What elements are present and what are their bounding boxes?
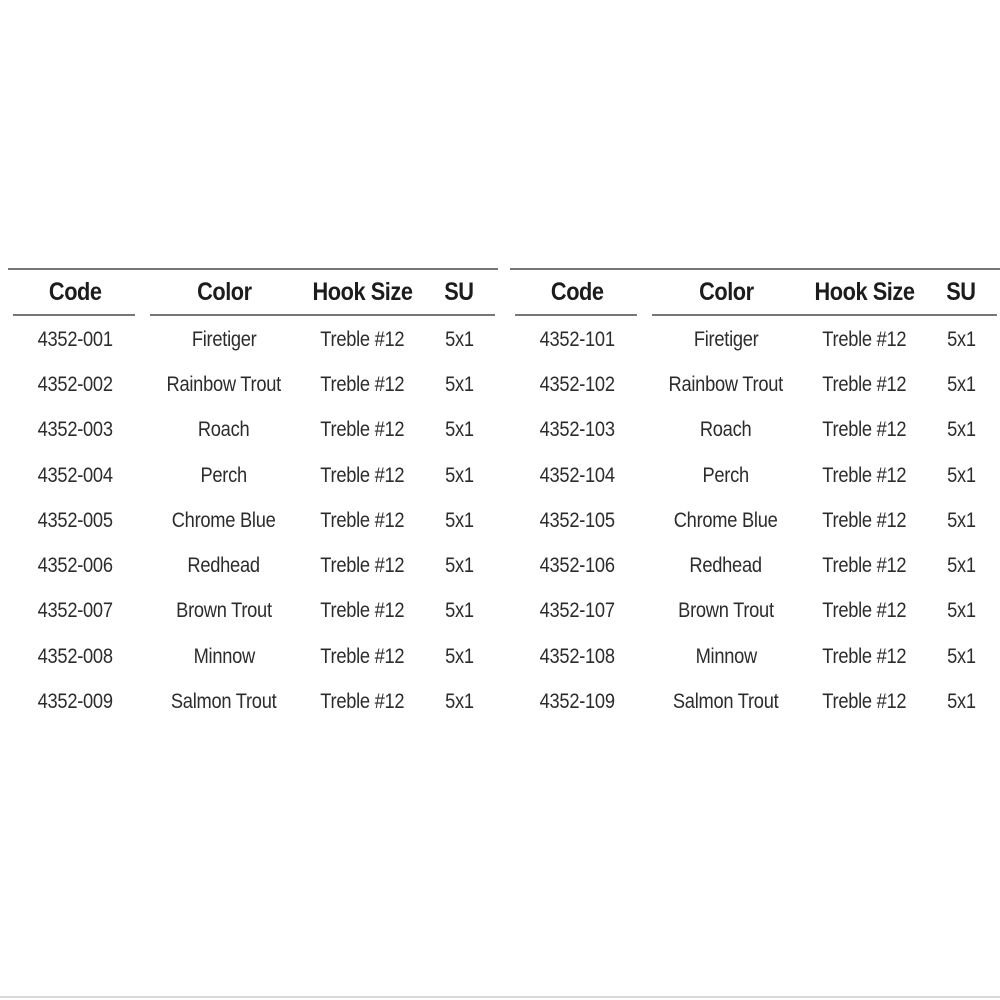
table-row xyxy=(8,543,498,588)
cell-code-text: 4352-003 xyxy=(37,418,114,442)
cell-code xyxy=(8,645,143,669)
cell-color xyxy=(143,373,305,397)
cell-hook-size xyxy=(305,645,420,669)
table-row xyxy=(8,362,498,407)
cell-hook-size-text: Treble #12 xyxy=(822,508,907,532)
cell-su-text: 5x1 xyxy=(946,327,976,351)
header-code-label: Code xyxy=(551,277,604,306)
cell-color-text: Perch xyxy=(702,463,750,487)
cell-su-text: 5x1 xyxy=(444,599,474,623)
cell-hook-size-text: Treble #12 xyxy=(320,418,405,442)
cell-hook-size xyxy=(807,645,922,669)
cell-su xyxy=(922,418,1000,442)
cell-color xyxy=(143,645,305,669)
cell-hook-size xyxy=(807,690,922,714)
cell-su-text: 5x1 xyxy=(444,327,474,351)
columns-underline xyxy=(150,314,495,316)
cell-code-text: 4352-108 xyxy=(539,644,616,668)
cell-su-text: 5x1 xyxy=(444,418,474,442)
cell-su-text: 5x1 xyxy=(444,644,474,668)
cell-code-text: 4352-004 xyxy=(37,463,114,487)
table-row xyxy=(510,408,1000,453)
cell-color-text: Perch xyxy=(200,463,248,487)
table-row xyxy=(8,498,498,543)
cell-color xyxy=(143,418,305,442)
header-underlines xyxy=(510,314,1000,316)
header-su-label: SU xyxy=(946,277,976,306)
cell-code xyxy=(8,328,143,352)
cell-hook-size xyxy=(807,328,922,352)
cell-su-text: 5x1 xyxy=(946,599,976,623)
header-underlines xyxy=(8,314,498,316)
cell-su xyxy=(922,599,1000,623)
cell-color-text: Firetiger xyxy=(693,327,759,351)
table-row xyxy=(8,589,498,634)
cell-hook-size-text: Treble #12 xyxy=(320,599,405,623)
table-body xyxy=(510,316,1000,725)
cell-su xyxy=(420,464,498,488)
header-hook-size xyxy=(807,278,922,307)
cell-code-text: 4352-007 xyxy=(37,599,114,623)
cell-color-text: Salmon Trout xyxy=(673,690,779,714)
cell-hook-size xyxy=(305,554,420,578)
cell-su xyxy=(922,645,1000,669)
cell-su-text: 5x1 xyxy=(946,644,976,668)
cell-code-text: 4352-005 xyxy=(37,508,114,532)
cell-color xyxy=(143,328,305,352)
cell-code xyxy=(8,418,143,442)
cell-su-text: 5x1 xyxy=(946,372,976,396)
cell-hook-size xyxy=(807,418,922,442)
header-su xyxy=(420,278,498,307)
cell-code xyxy=(8,373,143,397)
cell-color-text: Chrome Blue xyxy=(674,508,778,532)
table-row xyxy=(8,679,498,724)
cell-su xyxy=(922,554,1000,578)
header-su xyxy=(922,278,1000,307)
cell-hook-size xyxy=(305,464,420,488)
cell-hook-size xyxy=(305,418,420,442)
cell-color xyxy=(645,418,807,442)
header-hook-size-label: Hook Size xyxy=(312,277,413,306)
table-row xyxy=(510,317,1000,362)
header-hook-size-label: Hook Size xyxy=(814,277,915,306)
cell-color xyxy=(645,690,807,714)
cell-hook-size-text: Treble #12 xyxy=(822,599,907,623)
columns-underline xyxy=(652,314,997,316)
cell-color xyxy=(645,554,807,578)
cell-su xyxy=(420,645,498,669)
product-table-left xyxy=(8,268,498,725)
cell-su-text: 5x1 xyxy=(444,690,474,714)
code-underline xyxy=(13,314,135,316)
cell-su xyxy=(922,328,1000,352)
cell-color xyxy=(645,599,807,623)
cell-hook-size xyxy=(807,373,922,397)
cell-color-text: Brown Trout xyxy=(176,599,272,623)
table-row xyxy=(8,317,498,362)
cell-code-text: 4352-102 xyxy=(539,372,616,396)
cell-code xyxy=(8,554,143,578)
cell-hook-size-text: Treble #12 xyxy=(822,327,907,351)
cell-color xyxy=(143,554,305,578)
cell-code xyxy=(510,599,645,623)
cell-hook-size-text: Treble #12 xyxy=(320,327,405,351)
cell-su-text: 5x1 xyxy=(444,508,474,532)
cell-code-text: 4352-105 xyxy=(539,508,616,532)
cell-su-text: 5x1 xyxy=(946,418,976,442)
cell-code xyxy=(510,554,645,578)
cell-hook-size-text: Treble #12 xyxy=(822,690,907,714)
header-code xyxy=(510,278,645,307)
cell-color xyxy=(143,690,305,714)
cell-code-text: 4352-009 xyxy=(37,690,114,714)
cell-hook-size xyxy=(305,690,420,714)
cell-su xyxy=(922,373,1000,397)
table-row xyxy=(510,362,1000,407)
cell-color xyxy=(645,509,807,533)
cell-color-text: Minnow xyxy=(695,644,757,668)
cell-su xyxy=(922,509,1000,533)
cell-code xyxy=(8,509,143,533)
table-row xyxy=(8,453,498,498)
cell-hook-size xyxy=(807,554,922,578)
table-header-row xyxy=(510,270,1000,314)
cell-hook-size-text: Treble #12 xyxy=(320,554,405,578)
cell-su xyxy=(420,690,498,714)
cell-color-text: Roach xyxy=(700,418,752,442)
cell-su xyxy=(922,464,1000,488)
table-row xyxy=(510,498,1000,543)
cell-hook-size-text: Treble #12 xyxy=(320,508,405,532)
cell-color-text: Salmon Trout xyxy=(171,690,277,714)
cell-code xyxy=(510,509,645,533)
cell-su xyxy=(420,418,498,442)
cell-code-text: 4352-109 xyxy=(539,690,616,714)
cell-code-text: 4352-106 xyxy=(539,554,616,578)
cell-hook-size xyxy=(305,328,420,352)
cell-code xyxy=(510,645,645,669)
table-row xyxy=(8,634,498,679)
cell-color xyxy=(645,464,807,488)
cell-su xyxy=(420,554,498,578)
cell-hook-size-text: Treble #12 xyxy=(822,372,907,396)
table-row xyxy=(510,589,1000,634)
cell-code xyxy=(510,373,645,397)
cell-su-text: 5x1 xyxy=(946,690,976,714)
cell-color-text: Rainbow Trout xyxy=(166,372,282,396)
cell-code-text: 4352-002 xyxy=(37,372,114,396)
cell-hook-size xyxy=(807,599,922,623)
header-hook-size xyxy=(305,278,420,307)
bottom-edge-rule xyxy=(0,996,1000,998)
cell-code xyxy=(510,690,645,714)
cell-su xyxy=(420,509,498,533)
tables-wrap xyxy=(0,268,1000,725)
cell-su-text: 5x1 xyxy=(444,554,474,578)
cell-hook-size-text: Treble #12 xyxy=(822,418,907,442)
cell-su xyxy=(420,373,498,397)
cell-su-text: 5x1 xyxy=(946,463,976,487)
cell-color-text: Redhead xyxy=(689,554,763,578)
cell-code-text: 4352-101 xyxy=(539,327,616,351)
cell-code-text: 4352-104 xyxy=(539,463,616,487)
table-row xyxy=(8,408,498,453)
header-code-label: Code xyxy=(49,277,102,306)
cell-su xyxy=(420,599,498,623)
header-su-label: SU xyxy=(444,277,474,306)
cell-su-text: 5x1 xyxy=(946,554,976,578)
header-color xyxy=(143,278,305,307)
cell-code-text: 4352-008 xyxy=(37,644,114,668)
cell-color xyxy=(143,464,305,488)
code-underline xyxy=(515,314,637,316)
table-row xyxy=(510,543,1000,588)
cell-su-text: 5x1 xyxy=(946,508,976,532)
cell-code-text: 4352-001 xyxy=(37,327,114,351)
cell-color xyxy=(143,509,305,533)
cell-color-text: Brown Trout xyxy=(678,599,774,623)
cell-code xyxy=(510,328,645,352)
cell-code-text: 4352-107 xyxy=(539,599,616,623)
cell-hook-size xyxy=(305,373,420,397)
cell-hook-size-text: Treble #12 xyxy=(320,690,405,714)
cell-hook-size-text: Treble #12 xyxy=(320,463,405,487)
cell-hook-size-text: Treble #12 xyxy=(822,463,907,487)
cell-su-text: 5x1 xyxy=(444,372,474,396)
cell-code xyxy=(8,690,143,714)
header-color-label: Color xyxy=(196,277,252,306)
cell-code xyxy=(510,464,645,488)
table-body xyxy=(8,316,498,725)
cell-hook-size xyxy=(807,464,922,488)
header-code xyxy=(8,278,143,307)
cell-hook-size-text: Treble #12 xyxy=(320,372,405,396)
cell-color-text: Chrome Blue xyxy=(172,508,276,532)
cell-color xyxy=(645,373,807,397)
cell-hook-size-text: Treble #12 xyxy=(822,554,907,578)
cell-color-text: Rainbow Trout xyxy=(668,372,784,396)
cell-color-text: Redhead xyxy=(187,554,261,578)
product-table-right xyxy=(510,268,1000,725)
table-row xyxy=(510,634,1000,679)
cell-color xyxy=(143,599,305,623)
cell-hook-size-text: Treble #12 xyxy=(320,644,405,668)
table-row xyxy=(510,679,1000,724)
header-color-label: Color xyxy=(698,277,754,306)
cell-code-text: 4352-006 xyxy=(37,554,114,578)
cell-su xyxy=(420,328,498,352)
cell-color-text: Firetiger xyxy=(191,327,257,351)
cell-color-text: Roach xyxy=(198,418,250,442)
cell-hook-size-text: Treble #12 xyxy=(822,644,907,668)
table-header-row xyxy=(8,270,498,314)
header-color xyxy=(645,278,807,307)
cell-su-text: 5x1 xyxy=(444,463,474,487)
table-row xyxy=(510,453,1000,498)
cell-code xyxy=(510,418,645,442)
cell-color-text: Minnow xyxy=(193,644,255,668)
cell-hook-size xyxy=(305,509,420,533)
cell-code xyxy=(8,599,143,623)
cell-hook-size xyxy=(807,509,922,533)
cell-code xyxy=(8,464,143,488)
cell-su xyxy=(922,690,1000,714)
cell-color xyxy=(645,328,807,352)
cell-code-text: 4352-103 xyxy=(539,418,616,442)
cell-color xyxy=(645,645,807,669)
cell-hook-size xyxy=(305,599,420,623)
